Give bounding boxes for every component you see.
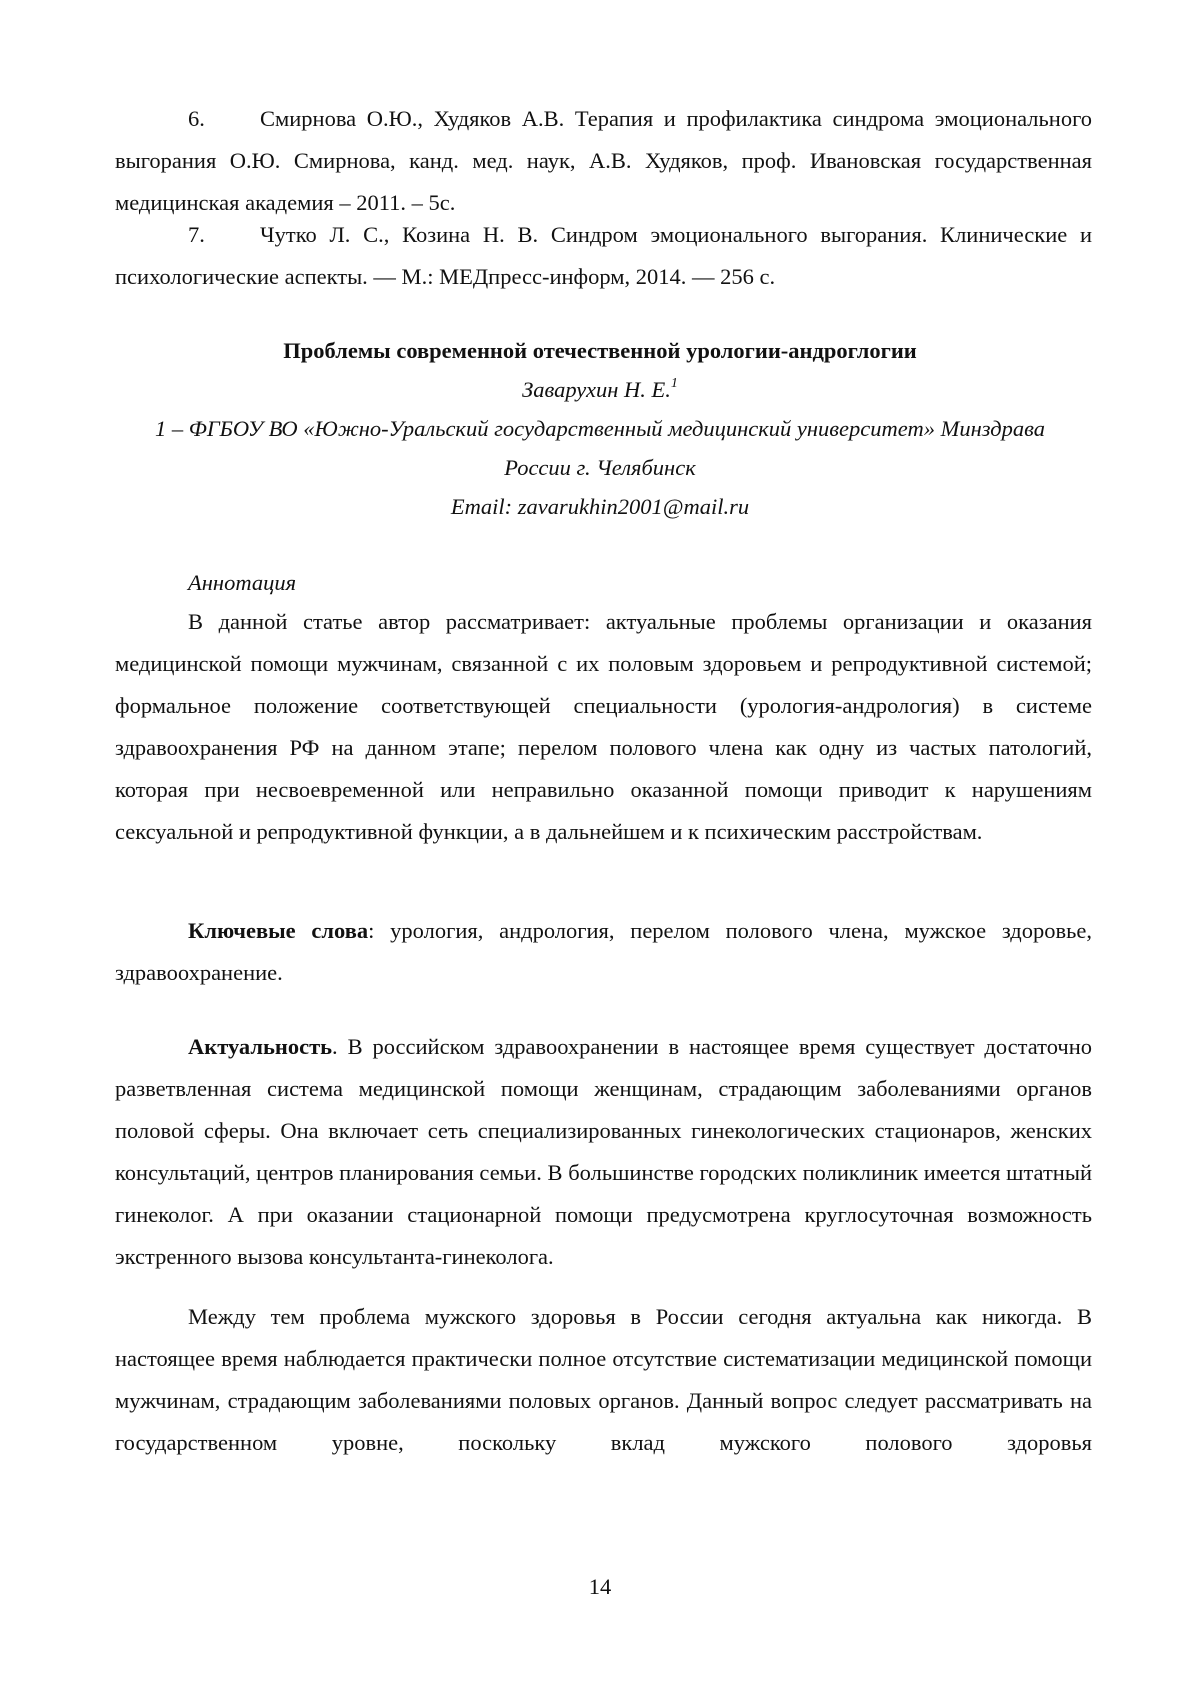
relevance-text: . В российском здравоохранении в настоящее время существует достаточно разветвленная система медицинской помощи женщинам, страдающим заболеваниями органов половой сферы. Она включает сеть специализированных гинекологических стационаров, женских консультаций, центров планирования семьи. В большинстве городских поликлиник имеется штатный гинеколог. А при оказании стационарной помощи предусмотрена круглосуточная возможность экстренного вызова консультанта-гинеколога. [115, 1034, 1092, 1269]
reference-number: 6. [188, 98, 260, 140]
reference-text: Смирнова О.Ю., Худяков А.В. Терапия и профилактика синдрома эмоционального выгорания О.Ю. Смирнова, канд. мед. наук, А.В. Худяков, проф. Ивановская государственная медицинская академия – 2011. – 5с. [115, 106, 1092, 215]
reference-item-6 [115, 98, 1092, 224]
article-title: Проблемы современной отечественной урологии-андроглогии [60, 330, 1140, 372]
document-page [0, 0, 1200, 1697]
page-number: 14 [0, 1572, 1200, 1602]
keywords-paragraph [115, 910, 1092, 994]
article-author [60, 369, 1140, 411]
body-paragraph: Между тем проблема мужского здоровья в России сегодня актуальна как никогда. В настоящее время наблюдается практически полное отсутствие систематизации медицинской помощи мужчинам, страдающим заболеваниями половых органов. Данный вопрос следует рассматривать на государственном уровне, поскольку вклад мужского полового здоровья [115, 1296, 1092, 1464]
author-affiliation-mark: 1 [671, 376, 678, 391]
abstract-heading: Аннотация [115, 562, 1092, 604]
keywords-label: Ключевые слова [188, 918, 368, 943]
reference-number: 7. [188, 214, 260, 256]
relevance-paragraph [115, 1026, 1092, 1278]
affiliation-line-2: России г. Челябинск [60, 447, 1140, 489]
reference-item-7 [115, 214, 1092, 298]
reference-text: Чутко Л. С., Козина Н. В. Синдром эмоционального выгорания. Клинические и психологические аспекты. — М.: МЕДпресс-информ, 2014. — 256 с. [115, 222, 1092, 289]
affiliation-line-1: 1 – ФГБОУ ВО «Южно-Уральский государственный медицинский университет» Минздрава [60, 408, 1140, 450]
relevance-label: Актуальность [188, 1034, 332, 1059]
author-email: Email: zavarukhin2001@mail.ru [60, 486, 1140, 528]
abstract-text: В данной статье автор рассматривает: актуальные проблемы организации и оказания медицинской помощи мужчинам, связанной с их половым здоровьем и репродуктивной системой; формальное положение соответствующей специальности (урология-андрология) в системе здравоохранения РФ на данном этапе; перелом полового члена как одну из частых патологий, которая при несвоевременной или неправильно оказанной помощи приводит к нарушениям сексуальной и репродуктивной функции, а в дальнейшем и к психическим расстройствам. [115, 601, 1092, 853]
author-name: Заварухин Н. Е. [522, 377, 671, 402]
keywords-text: : урология, андрология, перелом полового члена, мужское здоровье, здравоохранение. [115, 918, 1092, 985]
